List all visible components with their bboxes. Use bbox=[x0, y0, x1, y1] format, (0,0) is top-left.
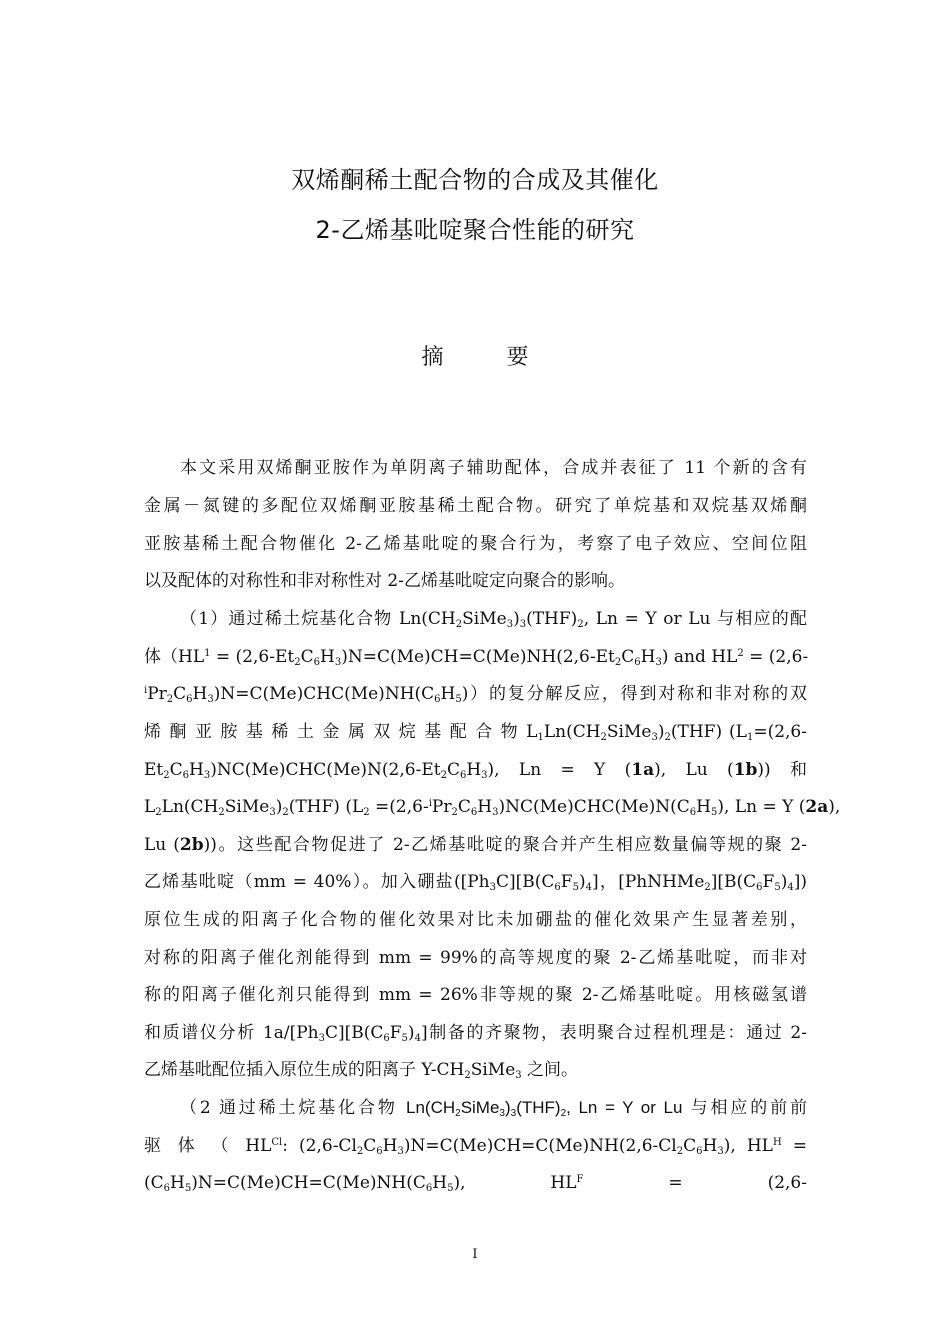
abstract-heading: 摘 要 bbox=[421, 345, 557, 370]
part1-line-3: $^iPr_2C_6H_3)N=C(Me)CHC(Me)NH(C_6H_5)$）的复分解反应，得到对称和非对称的双 bbox=[144, 684, 807, 705]
part2-line-1: （2 通过稀土烷基化合物 $Ln(CH_2SiMe_3)_3(THF)_2$, Ln = Y or Lu 与相应的前前 bbox=[180, 1098, 807, 1119]
part1-line-8: 乙烯基吡啶（mm = 40%）。加入硼盐($[Ph_3C][B(C_6F_5)_4]$，$[PhNHMe_2][B(C_6F_5)_4]$) bbox=[144, 872, 807, 893]
part1-line-11: 称的阳离子催化剂只能得到 mm = 26%非等规的聚 2-乙烯基吡啶。用核磁氢谱 bbox=[144, 985, 807, 1005]
part1-line-2: 体（$HL^1 = (2,6-Et_2C_6H_3)N=C(Me)CH=C(Me)NH(2,6-Et_2C_6H_3)$ and $HL^2 = (2,6-$ bbox=[144, 647, 809, 668]
part1-line-13: 乙烯基吡配位插入原位生成的阳离子 $Y-CH_2SiMe_3$ 之间。 bbox=[144, 1060, 579, 1081]
page-number: I bbox=[472, 1247, 478, 1262]
intro-line-3: 亚胺基稀土配合物催化 2-乙烯基吡啶的聚合行为，考察了电子效应、空间位阻 bbox=[144, 534, 807, 554]
intro-line-1: 本文采用双烯酮亚胺作为单阴离子辅助配体，合成并表征了 11 个新的含有 bbox=[180, 458, 807, 478]
part1-line-10: 对称的阳离子催化剂能得到 mm = 99%的高等规度的聚 2-乙烯基吡啶，而非对 bbox=[144, 948, 807, 968]
title-line-1: 双烯酮稀土配合物的合成及其催化 bbox=[291, 166, 659, 194]
part1-line-9: 原位生成的阳离子化合物的催化效果对比未加硼盐的催化效果产生显著差别， bbox=[144, 910, 807, 930]
intro-line-4: 以及配体的对称性和非对称性对 2-乙烯基吡啶定向聚合的影响。 bbox=[144, 571, 625, 591]
title-line-2: 2-乙烯基吡啶聚合性能的研究 bbox=[315, 216, 635, 244]
part1-line-12: 和质谱仪分析 $1a/[Ph_3C][B(C_6F_5)_4]$制备的齐聚物，表明聚合过程机理是：通过 2- bbox=[144, 1023, 807, 1044]
part1-line-6: $L_2Ln(CH_2SiMe_3)_2(THF)$ ($L_2 =(2,6-^iPr_2C_6H_3)NC(Me)CHC(Me)N(C_6H_5)$, Ln = Y (2a), bbox=[144, 797, 841, 818]
part1-line-7: Lu (2b))。这些配合物促进了 2-乙烯基吡啶的聚合并产生相应数量偏等规的聚 2- bbox=[144, 835, 807, 855]
part1-line-1: （1）通过稀土烷基化合物 $Ln(CH_2SiMe_3)_3(THF)_2$, Ln = Y or Lu 与相应的配 bbox=[180, 609, 807, 630]
part1-line-5: $Et_2C_6H_3)NC(Me)CHC(Me)N(2,6-Et_2C_6H_3)$, Ln = Y (1a), Lu (1b)) 和 bbox=[144, 760, 807, 781]
part2-line-2: 驱 体 （ $HL^{Cl}$: $(2,6-Cl_2C_6H_3)N=C(Me)CH=C(Me)NH(2,6-Cl_2C_6H_3)$, $HL^H$ = bbox=[144, 1136, 807, 1157]
part2-line-3: $(C_6H_5)N=C(Me)CH=C(Me)NH(C_6H_5)$, $HL^F = (2,6-$ bbox=[144, 1173, 807, 1194]
intro-line-2: 金属－氮键的多配位双烯酮亚胺基稀土配合物。研究了单烷基和双烷基双烯酮 bbox=[144, 496, 807, 516]
part1-line-4: 烯 酮 亚 胺 基 稀 土 金 属 双 烷 基 配 合 物 $L_1Ln(CH_2SiMe_3)_2(THF)$ ($L_1=(2,6-$ bbox=[144, 722, 807, 743]
